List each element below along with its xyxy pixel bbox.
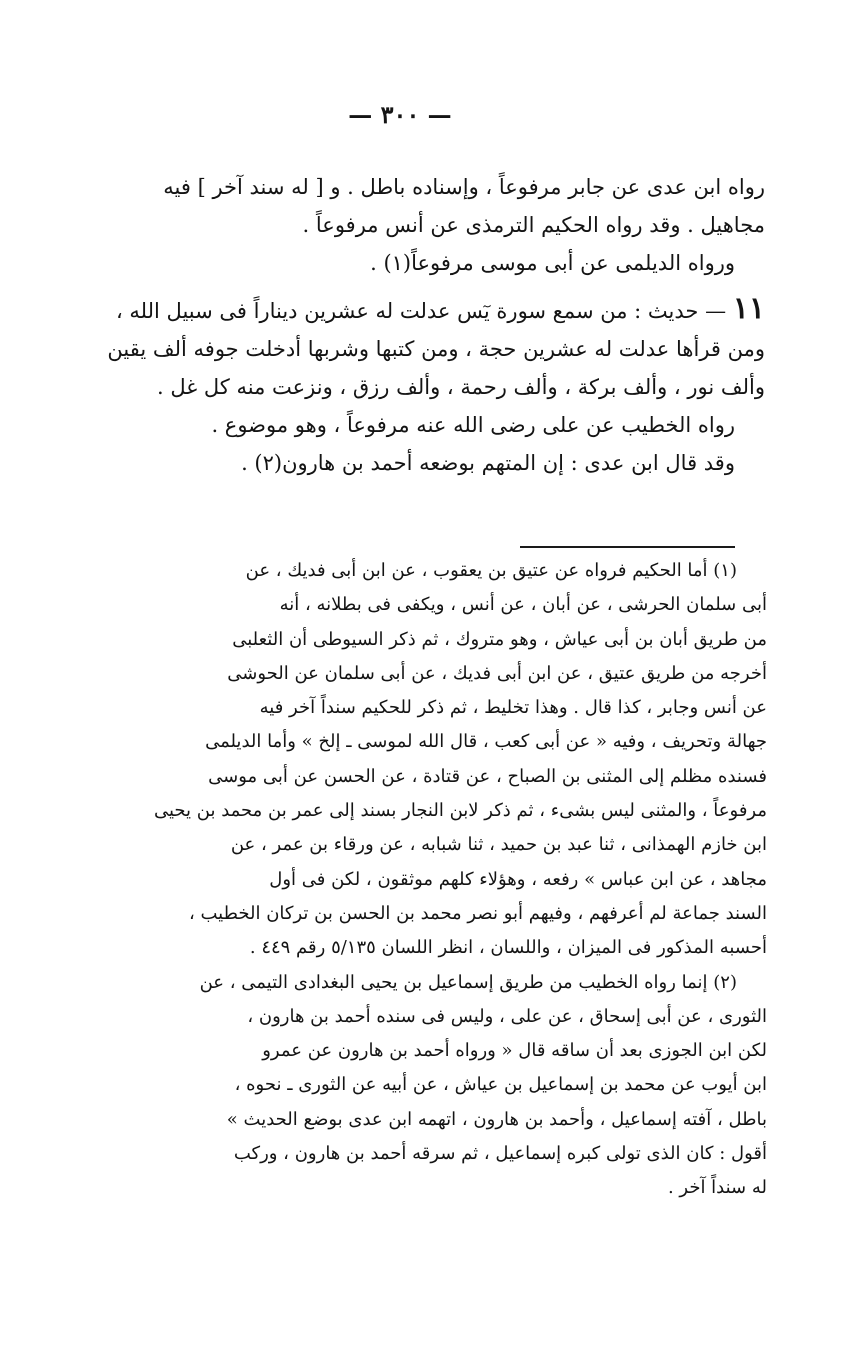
main-text: [85, 168, 765, 482]
footnote-line: له سنداً آخر .: [667, 1177, 767, 1199]
footnote-line: ابن أيوب عن محمد بن إسماعيل بن عياش ، عن أبيه عن الثورى ـ نحوه ،: [234, 1074, 767, 1096]
hadith-heading: [85, 290, 765, 330]
footnote-line: فسنده مظلم إلى المثنى بن الصباح ، عن قتادة ، عن الحسن عن أبى موسى: [208, 765, 767, 787]
footnote-line: من طريق أبان بن أبى عياش ، وهو متروك ، ثم ذكر السيوطى أن الثعلبى: [232, 628, 767, 650]
footnote-line: الثورى ، عن أبى إسحاق ، عن على ، وليس فى سنده أحمد بن هارون ،: [247, 1005, 767, 1027]
page-number: — ٣٠٠ —: [348, 100, 452, 129]
footnote-line: أحسبه المذكور فى الميزان ، واللسان ، انظر اللسان ٥/١٣٥ رقم ٤٤٩ .: [249, 937, 767, 959]
footnote-line: باطل ، آفته إسماعيل ، وأحمد بن هارون ، اتهمه ابن عدى بوضع الحديث »: [226, 1108, 767, 1130]
hadith-line: وألف نور ، وألف بركة ، وألف رحمة ، وألف رزق ، ونزعت منه كل غل .: [156, 375, 765, 399]
main-line: رواه ابن عدى عن جابر مرفوعاً ، وإسناده باطل . و [ له سند آخر ] فيه: [163, 175, 765, 199]
footnote-line: عن أنس وجابر ، كذا قال . وهذا تخليط ، ثم ذكر للحكيم سنداً آخر فيه: [259, 697, 767, 719]
narration-line: وقد قال ابن عدى : إن المتهم بوضعه أحمد بن هارون(٢) .: [241, 451, 735, 475]
footnote-line: جهالة وتحريف ، وفيه « عن أبى كعب ، قال الله لموسى ـ إلخ » وأما الديلمى: [205, 731, 767, 753]
hadith-line: ومن قرأها عدلت له عشرين حجة ، ومن كتبها وشربها أدخلت جوفه ألف يقين: [107, 337, 765, 361]
footnote-line: (١) أما الحكيم فرواه عن عتيق بن يعقوب ، عن ابن أبى فديك ، عن: [245, 560, 737, 581]
footnote-line: أقول : كان الذى تولى كبره إسماعيل ، ثم سرقه أحمد بن هارون ، وركب: [233, 1143, 767, 1165]
main-line: ورواه الديلمى عن أبى موسى مرفوعاً(١) .: [370, 251, 735, 275]
footnote-line: ابن خازم الهمذانى ، ثنا عبد بن حميد ، ثنا شبابه ، عن ورقاء بن عمر ، عن: [230, 834, 767, 856]
footnote-divider: [520, 546, 735, 548]
footnote-line: لكن ابن الجوزى بعد أن ساقه قال « ورواه أحمد بن هارون عن عمرو: [262, 1040, 767, 1062]
footnote-line: (٢) إنما رواه الخطيب من طريق إسماعيل بن يحيى البغدادى التيمى ، عن: [199, 971, 737, 993]
hadith-number: ١١: [732, 291, 765, 326]
footnote-line: مجاهد ، عن ابن عباس » رفعه ، وهؤلاء كلهم موثقون ، لكن فى أول: [269, 868, 767, 890]
footnotes: [73, 554, 767, 1206]
footnote-line: أخرجه من طريق عتيق ، عن ابن أبى فديك ، عن أبى سلمان عن الحوشى: [227, 662, 767, 684]
hadith-opening: — حديث : من سمع سورة يٓس عدلت له عشرين ديناراً فى سبيل الله ،: [115, 299, 727, 323]
narration-line: رواه الخطيب عن على رضى الله عنه مرفوعاً ، وهو موضوع .: [211, 413, 735, 437]
footnote-line: مرفوعاً ، والمثنى ليس بشىء ، ثم ذكر لابن النجار بسند إلى عمر بن محمد بن يحيى: [153, 800, 767, 822]
footnote-line: أبى سلمان الحرشى ، عن أبان ، عن أنس ، ويكفى فى بطلانه ، أنه: [279, 594, 767, 616]
main-line: مجاهيل . وقد رواه الحكيم الترمذى عن أنس مرفوعاً .: [302, 213, 765, 237]
footnote-line: السند جماعة لم أعرفهم ، وفيهم أبو نصر محمد بن الحسن بن تركان الخطيب ،: [188, 902, 767, 924]
